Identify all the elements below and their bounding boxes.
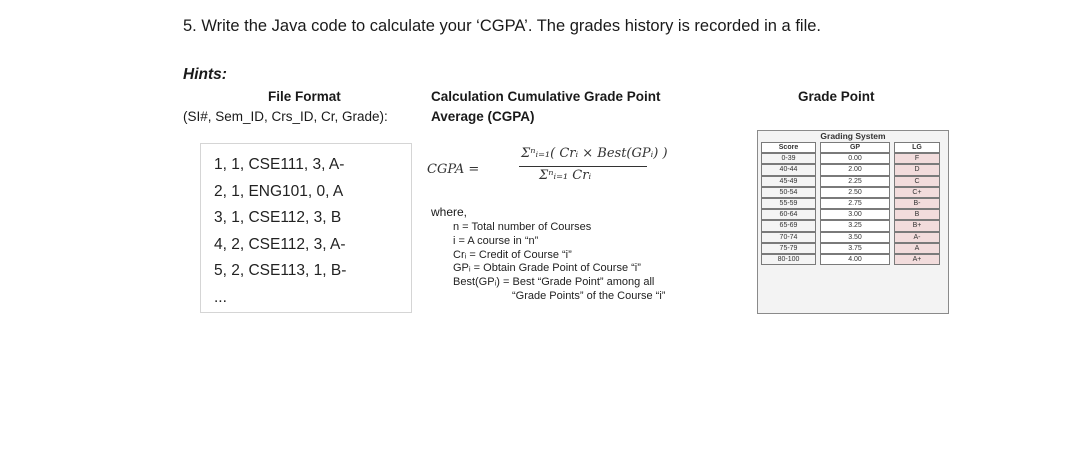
hints-label: Hints: [183, 66, 227, 83]
table-row [761, 209, 940, 220]
table-row [761, 232, 940, 243]
definitions-list [453, 221, 665, 304]
gp-cell: 4.00 [820, 254, 890, 265]
record-line: 2, 1, ENG101, 0, A [214, 182, 344, 200]
calculation-title-line1: Calculation Cumulative Grade Point [431, 89, 661, 104]
lg-cell: B [894, 209, 940, 220]
header-score: Score [761, 142, 816, 153]
record-line: 4, 2, CSE112, 3, A- [214, 235, 346, 253]
lg-cell: B+ [894, 220, 940, 231]
score-cell: 50-54 [761, 187, 816, 198]
lg-cell: A+ [894, 254, 940, 265]
table-row [761, 220, 940, 231]
calculation-title-line2: Average (CGPA) [431, 109, 535, 124]
grading-system-table [761, 142, 940, 265]
definition-item: i = A course in “n” [453, 234, 539, 247]
score-cell: 75-79 [761, 243, 816, 254]
record-line: 3, 1, CSE112, 3, B [214, 209, 342, 226]
record-line: 5, 2, CSE113, 1, B- [214, 262, 347, 279]
grading-table-body [761, 153, 940, 265]
score-cell: 55-59 [761, 198, 816, 209]
lg-cell: F [894, 153, 940, 164]
record-line: 1, 1, CSE111, 3, A- [214, 156, 345, 173]
gp-cell: 2.00 [820, 164, 890, 175]
gp-cell: 3.00 [820, 209, 890, 220]
lg-cell: A [894, 243, 940, 254]
grading-system-title: Grading System [820, 131, 886, 141]
score-cell: 40-44 [761, 164, 816, 175]
table-row [761, 164, 940, 175]
gp-cell: 2.50 [820, 187, 890, 198]
lg-cell: C+ [894, 187, 940, 198]
table-row [761, 187, 940, 198]
header-gp: GP [820, 142, 890, 153]
score-cell: 70-74 [761, 232, 816, 243]
lg-cell: B- [894, 198, 940, 209]
score-cell: 0-39 [761, 153, 816, 164]
definition-continuation: “Grade Points” of the Course “i” [512, 289, 666, 302]
definition-item: Crᵢ = Credit of Course “i” [453, 248, 572, 261]
lg-cell: D [894, 164, 940, 175]
table-row [761, 198, 940, 209]
table-header-row [761, 142, 940, 153]
definition-item: n = Total number of Courses [453, 221, 592, 233]
table-row [761, 243, 940, 254]
file-format-title: File Format [268, 89, 341, 104]
where-label: where, [431, 205, 468, 219]
score-cell: 60-64 [761, 209, 816, 220]
formula-numerator: Σⁿᵢ₌₁( Crᵢ × Best(GPᵢ) ) [521, 146, 668, 161]
definition-item: GPᵢ = Obtain Grade Point of Course “i” [453, 262, 641, 275]
file-format-fields: (SI#, Sem_ID, Crs_ID, Cr, Grade): [183, 109, 388, 124]
table-row [761, 153, 940, 164]
score-cell: 65-69 [761, 220, 816, 231]
gp-cell: 0.00 [820, 153, 890, 164]
header-lg: LG [894, 142, 940, 153]
definition-item: Best(GPᵢ) = Best “Grade Point” among all [453, 276, 655, 289]
lg-cell: A- [894, 232, 940, 243]
cgpa-formula [427, 146, 677, 206]
gp-cell: 3.50 [820, 232, 890, 243]
table-row [761, 176, 940, 187]
record-line: ... [214, 288, 227, 306]
question-text: 5. Write the Java code to calculate your ‘CGPA’. The grades history is recorded in a file. [183, 17, 821, 35]
lg-cell: C [894, 176, 940, 187]
file-records-box [200, 143, 412, 313]
grade-point-title: Grade Point [798, 89, 875, 104]
gp-cell: 3.25 [820, 220, 890, 231]
score-cell: 45-49 [761, 176, 816, 187]
score-cell: 80-100 [761, 254, 816, 265]
gp-cell: 2.75 [820, 198, 890, 209]
gp-cell: 3.75 [820, 243, 890, 254]
table-row [761, 254, 940, 265]
fraction-bar [519, 166, 647, 167]
gp-cell: 2.25 [820, 176, 890, 187]
formula-denominator: Σⁿᵢ₌₁ Crᵢ [539, 168, 592, 183]
cgpa-label: CGPA = [427, 162, 480, 177]
